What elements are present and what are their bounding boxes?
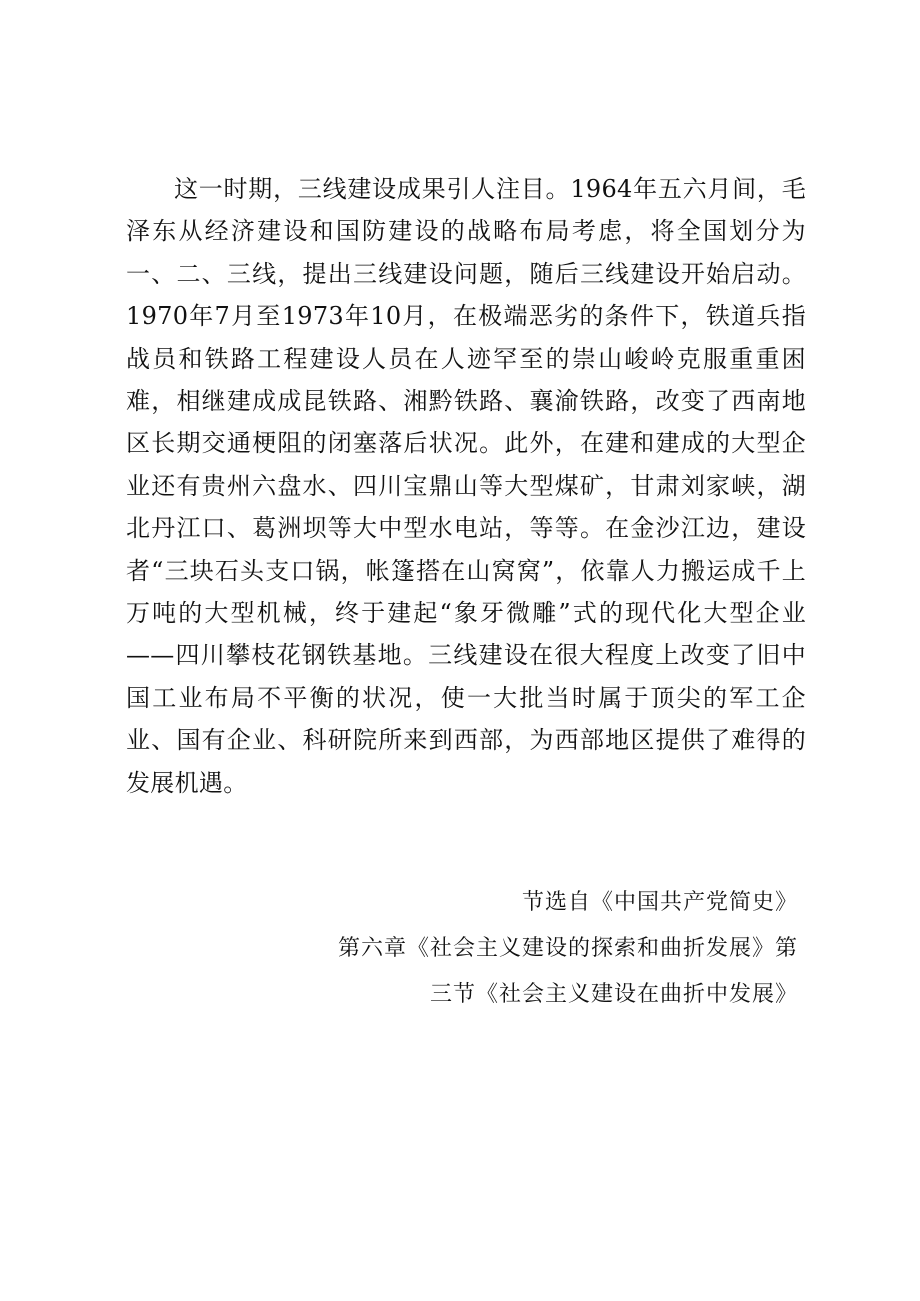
body-paragraph: 这一时期，三线建设成果引人注目。1964年五六月间，毛泽东从经济建设和国防建设的战略布局考虑，将全国划分为一、二、三线，提出三线建设问题，随后三线建设开始启动。1970年7月至1973年10月，在极端恶劣的条件下，铁道兵指战员和铁路工程建设人员在人迹罕至的崇山峻岭克服重重困难，相继建成成昆铁路、湘黔铁路、襄渝铁路，改变了西南地区长期交通梗阻的闭塞落后状况。此外，在建和建成的大型企业还有贵州六盘水、四川宝鼎山等大型煤矿，甘肃刘家峡，湖北丹江口、葛洲坝等大中型水电站，等等。在金沙江边，建设者“三块石头支口锅，帐篷搭在山窝窝”，依靠人力搬运成千上万吨的大型机械，终于建起“象牙微雕”式的现代化大型企业——四川攀枝花钢铁基地。三线建设在很大程度上改变了旧中国工业布局不平衡的状况，使一大批当时属于顶尖的军工企业、国有企业、科研院所来到西部，为西部地区提供了难得的发展机遇。 (126, 175, 806, 797)
source-citation (238, 880, 798, 1018)
source-line-3: 三节《社会主义建设在曲折中发展》 (429, 982, 798, 1007)
source-line-2: 第六章《社会主义建设的探索和曲折发展》第 (337, 936, 798, 961)
source-line-1: 节选自《中国共产党简史》 (521, 890, 798, 915)
